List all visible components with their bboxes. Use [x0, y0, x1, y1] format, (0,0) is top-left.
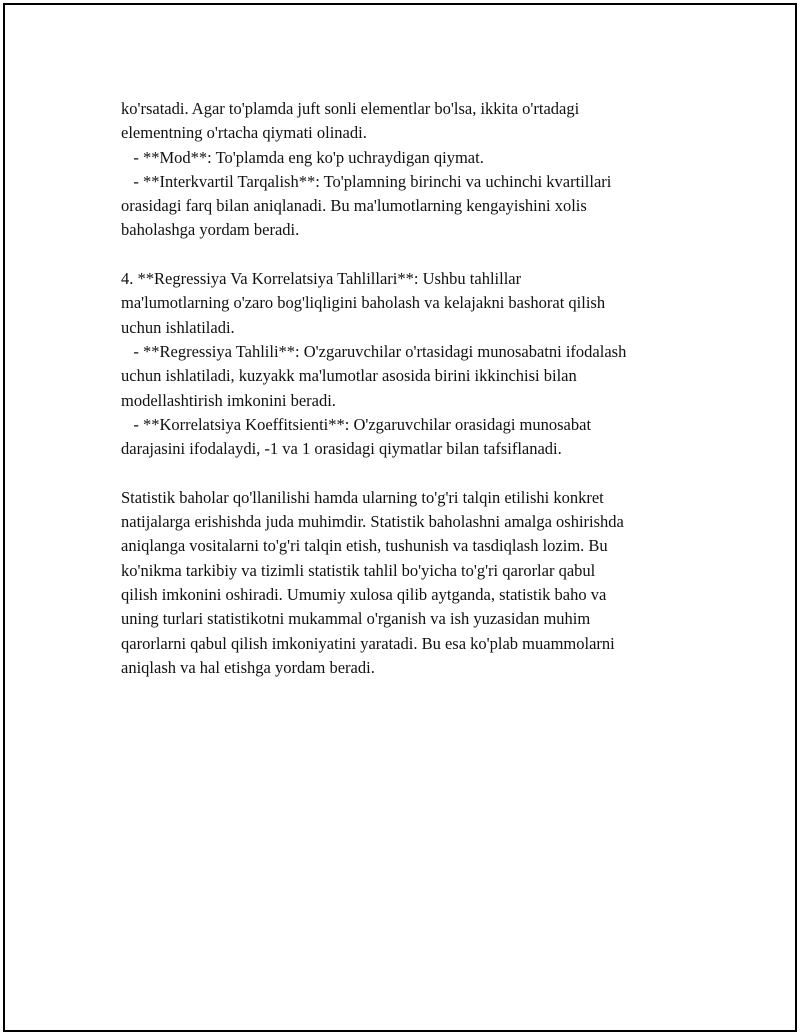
text-line: 4. **Regressiya Va Korrelatsiya Tahlillari**: Ushbu tahlillar: [121, 269, 522, 289]
text-line: ma'lumotlarning o'zaro bog'liqligini baholash va kelajakni bashorat qilish: [121, 293, 606, 313]
text-line: qarorlarni qabul qilish imkoniyatini yaratadi. Bu esa ko'plab muammolarni: [121, 633, 615, 653]
para-regressiya-tahlili: [121, 340, 691, 413]
para-regressiya-korrelatsiya: [121, 267, 691, 340]
text-line: qilish imkonini oshiradi. Umumiy xulosa qilib aytganda, statistik baho va: [121, 584, 607, 604]
para-continuation: [121, 97, 691, 146]
text-line: ko'rsatadi. Agar to'plamda juft sonli elementlar bo'lsa, ikkita o'rtadagi: [121, 99, 580, 118]
para-mod: [121, 146, 691, 170]
text-line: - **Interkvartil Tarqalish**: To'plamning birinchi va uchinchi kvartillari: [121, 171, 612, 191]
text-line: darajasini ifodalaydi, -1 va 1 orasidagi qiymatlar bilan tafsiflanadi.: [121, 439, 562, 459]
text-line: modellashtirish imkonini beradi.: [121, 390, 336, 410]
text-line: Statistik baholar qo'llanilishi hamda ularning to'g'ri talqin etilishi konkret: [121, 487, 604, 507]
para-korrelatsiya-koeffitsienti: [121, 413, 691, 462]
text-line: baholashga yordam beradi.: [121, 220, 300, 240]
text-line: orasidagi farq bilan aniqlanadi. Bu ma'lumotlarning kengayishini xolis: [121, 196, 587, 216]
text-line: - **Mod**: To'plamda eng ko'p uchraydigan qiymat.: [121, 147, 484, 167]
text-line: - **Korrelatsiya Koeffitsienti**: O'zgaruvchilar orasidagi munosabat: [121, 414, 592, 434]
text-line: natijalarga erishishda juda muhimdir. Statistik baholashni amalga oshirishda: [121, 512, 624, 532]
text-line: uning turlari statistikotni mukammal o'rganish va ish yuzasidan muhim: [121, 609, 591, 629]
document-body: [121, 97, 691, 680]
para-conclusion: [121, 486, 691, 680]
text-line: elementning o'rtacha qiymati olinadi.: [121, 123, 367, 143]
text-line: uchun ishlatiladi.: [121, 317, 235, 337]
text-line: - **Regressiya Tahlili**: O'zgaruvchilar o'rtasidagi munosabatni ifodalash: [121, 341, 627, 361]
text-line: uchun ishlatiladi, kuzyakk ma'lumotlar asosida birini ikkinchisi bilan: [121, 366, 577, 386]
document-page: [3, 3, 797, 1032]
text-line: aniqlash va hal etishga yordam beradi.: [121, 657, 375, 677]
text-line: ko'nikma tarkibiy va tizimli statistik tahlil bo'yicha to'g'ri qarorlar qabul: [121, 560, 596, 580]
text-line: aniqlanga vositalarni to'g'ri talqin etish, tushunish va tasdiqlash lozim. Bu: [121, 536, 608, 556]
para-interkvartil: [121, 170, 691, 243]
